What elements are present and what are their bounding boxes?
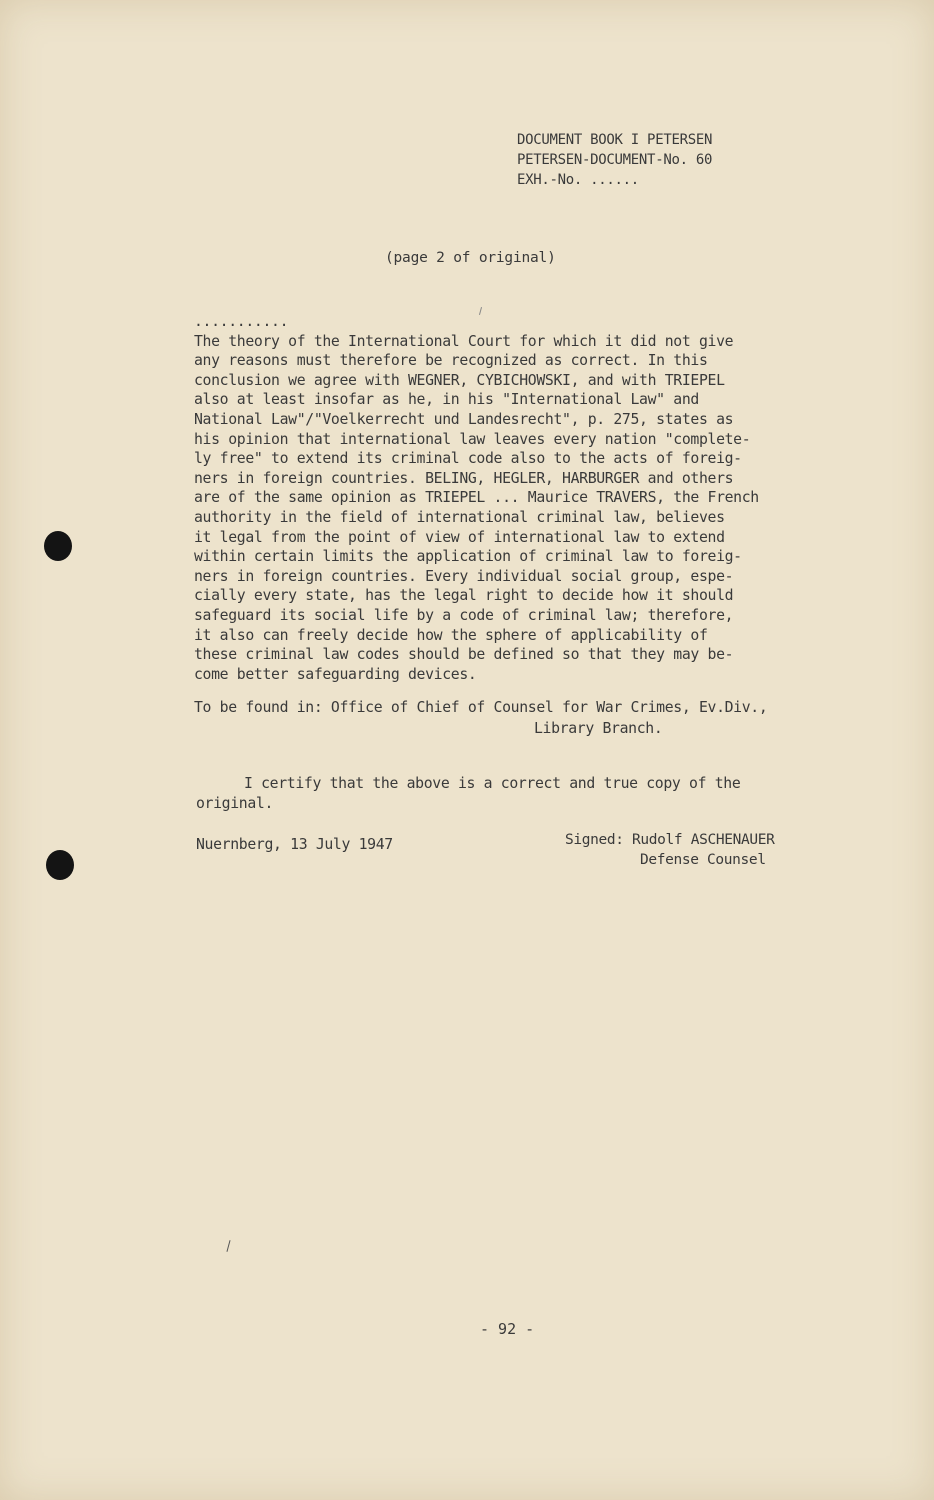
body-line: his opinion that international law leaves every nation "complete-	[194, 430, 751, 448]
body-line: these criminal law codes should be defined so that they may be-	[194, 646, 734, 664]
signer-line: Signed: Rudolf ASCHENAUER	[565, 832, 775, 848]
body-line: National Law"/"Voelkerrecht und Landesrecht", p. 275, states as	[194, 410, 734, 428]
source-line: Library Branch.	[534, 720, 663, 737]
place-and-date: Nuernberg, 13 July 1947	[196, 836, 393, 853]
punch-hole-top	[44, 531, 72, 561]
certification-statement	[196, 774, 816, 814]
body-line: ...........	[194, 313, 289, 330]
signer-title: Defense Counsel	[640, 852, 766, 868]
body-line: safeguard its social life by a code of criminal law; therefore,	[194, 606, 734, 624]
page-number: - 92 -	[480, 1320, 535, 1338]
signature-block	[565, 830, 775, 870]
certification-line: I certify that the above is a correct and true copy of the	[244, 775, 741, 792]
punch-hole-bottom	[46, 850, 74, 880]
page-reference: (page 2 of original)	[385, 250, 556, 266]
body-line: also at least insofar as he, in his "International Law" and	[194, 391, 699, 409]
exhibit-number-line: EXH.-No. ......	[517, 172, 639, 188]
body-line: ners in foreign countries. Every individual social group, espe-	[194, 567, 734, 585]
body-line: within certain limits the application of criminal law to foreig-	[194, 548, 742, 566]
body-line: authority in the field of international criminal law, believes	[194, 508, 725, 526]
document-book-line: DOCUMENT BOOK I PETERSEN	[517, 132, 713, 148]
certification-line: original.	[196, 795, 274, 812]
body-line: ners in foreign countries. BELING, HEGLER, HARBURGER and others	[194, 469, 734, 487]
body-line: conclusion we agree with WEGNER, CYBICHOWSKI, and with TRIEPEL	[194, 371, 725, 389]
body-line: ly free" to extend its criminal code also to the acts of foreig-	[194, 450, 742, 468]
body-line: cially every state, has the legal right to decide how it should	[194, 587, 734, 605]
document-header	[517, 130, 712, 190]
source-line: To be found in: Office of Chief of Counsel for War Crimes, Ev.Div.,	[194, 699, 768, 716]
body-line: come better safeguarding devices.	[194, 665, 477, 683]
body-line: it legal from the point of view of international law to extend	[194, 528, 725, 546]
stray-mark	[226, 1240, 230, 1252]
body-line: any reasons must therefore be recognized as correct. In this	[194, 352, 708, 370]
source-citation	[194, 697, 854, 739]
body-line: it also can freely decide how the sphere of applicability of	[194, 626, 708, 644]
body-paragraph	[194, 312, 844, 684]
body-line: The theory of the International Court for which it did not give	[194, 332, 734, 350]
body-line: are of the same opinion as TRIEPEL ... Maurice TRAVERS, the French	[194, 489, 759, 507]
document-number-line: PETERSEN-DOCUMENT-No. 60	[517, 152, 713, 168]
